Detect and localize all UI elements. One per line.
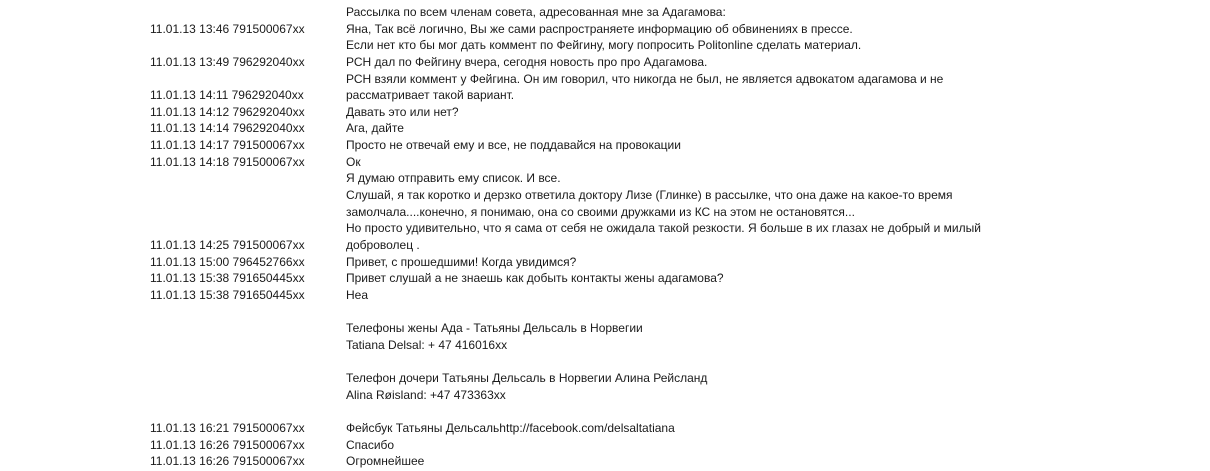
- log-line: [0, 54, 1210, 71]
- log-line: [0, 270, 1210, 287]
- timestamp-phone: 11.01.13 15:38 791650445xx: [150, 287, 305, 302]
- timestamp-phone: 11.01.13 13:46 791500067xx: [150, 21, 305, 36]
- log-line: [0, 337, 1210, 354]
- log-line: [0, 420, 1210, 437]
- log-line: [0, 304, 1210, 321]
- message-text: доброволец .: [346, 237, 420, 252]
- log-line: [0, 353, 1210, 370]
- log-line: [0, 187, 1210, 204]
- log-line: [0, 204, 1210, 221]
- log-line: [0, 120, 1210, 137]
- log-line: [0, 387, 1210, 404]
- timestamp-phone: 11.01.13 14:12 796292040xx: [150, 104, 305, 119]
- message-text: Tatiana Delsal: + 47 416016xx: [346, 337, 508, 352]
- message-text: Привет слушай а не знаешь как добыть контакты жены адагамова?: [346, 271, 724, 286]
- timestamp-phone: 11.01.13 15:38 791650445xx: [150, 271, 305, 286]
- log-line: [0, 453, 1210, 470]
- message-text: Яна, Так всё логично, Вы же сами распространяете информацию об обвинениях в прессе.: [346, 21, 853, 36]
- message-text: Ага, дайте: [346, 121, 404, 136]
- message-text: рассматривает такой вариант.: [346, 88, 515, 103]
- message-text: Телефон дочери Татьяны Дельсаль в Норвегии Алина Рейсланд: [346, 371, 708, 386]
- log-line: [0, 87, 1210, 104]
- message-text: РСН взяли коммент у Фейгина. Он им говорил, что никогда не был, не является адвокатом адагамова и не: [346, 71, 944, 86]
- message-text: Если нет кто бы мог дать коммент по Фейгину, могу попросить Politonline сделать материал.: [346, 38, 862, 53]
- timestamp-phone: 11.01.13 14:25 791500067xx: [150, 237, 305, 252]
- timestamp-phone: 11.01.13 16:26 791500067xx: [150, 437, 305, 452]
- message-text: Просто не отвечай ему и все, не поддавайся на провокации: [346, 138, 681, 153]
- log-line: [0, 154, 1210, 171]
- message-text: Привет, с прошедшими! Когда увидимся?: [346, 254, 577, 269]
- message-text: Alina Røisland: +47 473363xx: [346, 387, 506, 402]
- log-line: [0, 370, 1210, 387]
- message-text: Фейсбук Татьяны Дельсальhttp://facebook.com/delsaltatiana: [346, 421, 675, 436]
- log-line: [0, 320, 1210, 337]
- log-line: [0, 21, 1210, 38]
- log-line: [0, 437, 1210, 454]
- log-line: [0, 71, 1210, 88]
- message-text: Ок: [346, 154, 361, 169]
- timestamp-phone: 11.01.13 14:11 796292040xx: [150, 88, 304, 103]
- log-line: [0, 287, 1210, 304]
- log-line: [0, 237, 1210, 254]
- log-line: [0, 37, 1210, 54]
- log-line: [0, 170, 1210, 187]
- message-text: Я думаю отправить ему список. И все.: [346, 171, 561, 186]
- message-text: Неа: [346, 287, 369, 302]
- timestamp-phone: 11.01.13 16:21 791500067xx: [150, 421, 305, 436]
- log-line: [0, 403, 1210, 420]
- log-line: [0, 104, 1210, 121]
- message-text: Давать это или нет?: [346, 104, 459, 119]
- message-text: Слушай, я так коротко и дерзко ответила доктору Лизе (Глинке) в рассылке, что она даже на какое-то время: [346, 188, 953, 203]
- message-text: замолчала....конечно, я понимаю, она со своими дружками из КС на этом не остановятся...: [346, 204, 855, 219]
- message-text: Рассылка по всем членам совета, адресованная мне за Адагамова:: [346, 5, 726, 19]
- message-text: Телефоны жены Ада - Татьяны Дельсаль в Норвегии: [346, 321, 643, 336]
- timestamp-phone: 11.01.13 16:26 791500067xx: [150, 454, 305, 469]
- timestamp-phone: 11.01.13 13:49 796292040xx: [150, 54, 305, 69]
- log-line: [0, 254, 1210, 271]
- message-text: РСН дал по Фейгину вчера, сегодня новость про про Адагамова.: [346, 54, 708, 69]
- timestamp-phone: 11.01.13 14:18 791500067xx: [150, 154, 305, 169]
- message-text: Спасибо: [346, 437, 395, 452]
- log-line: [0, 137, 1210, 154]
- message-text: Но просто удивительно, что я сама от себя не ожидала такой резкости. Я больше в их глазах не добрый и милый: [346, 221, 981, 236]
- message-text: Огромнейшее: [346, 454, 425, 469]
- timestamp-phone: 11.01.13 14:17 791500067xx: [150, 138, 305, 153]
- timestamp-phone: 11.01.13 15:00 796452766xx: [150, 254, 305, 269]
- log-line: [0, 4, 1210, 21]
- timestamp-phone: 11.01.13 14:14 796292040xx: [150, 121, 305, 136]
- log-line: [0, 220, 1210, 237]
- message-log: [0, 4, 1210, 470]
